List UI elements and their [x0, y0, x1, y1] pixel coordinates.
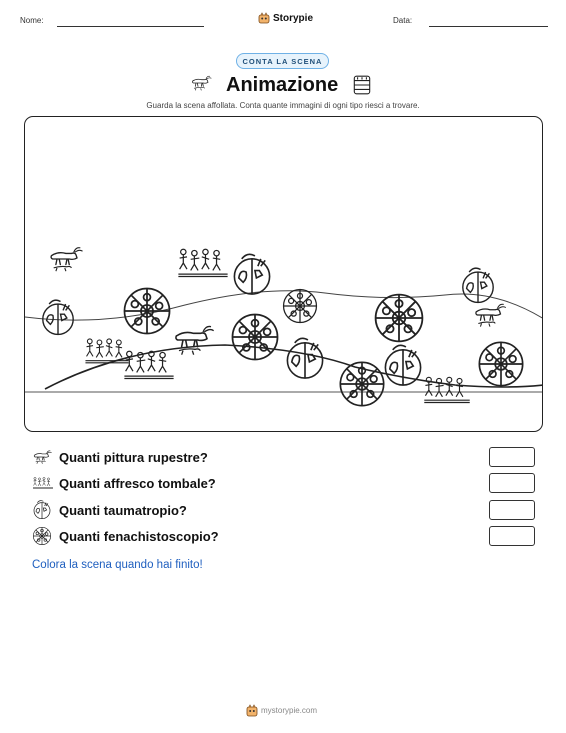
- film-canister-icon: [351, 74, 373, 96]
- scene-phenakistoscope: [340, 362, 383, 405]
- footer-url[interactable]: mystorypie.com: [261, 706, 318, 715]
- worksheet-header: [0, 10, 566, 32]
- date-label: Data:: [393, 16, 413, 25]
- scene-tomb-fresco: [424, 377, 469, 402]
- scene-phenakistoscope: [284, 290, 317, 323]
- name-label: Nome:: [20, 16, 44, 25]
- question-text: Quanti taumatropio?: [59, 503, 187, 518]
- brand-name: Storypie: [273, 12, 314, 24]
- storypie-logo-icon: [258, 12, 270, 24]
- cave-painting-icon: [32, 447, 54, 467]
- answer-box[interactable]: [489, 500, 535, 520]
- scene-cave-painting: [176, 326, 214, 354]
- date-field[interactable]: [429, 26, 548, 27]
- thaumatrope-icon: [32, 500, 52, 520]
- storypie-logo-icon: [246, 703, 258, 717]
- scene-phenakistoscope: [232, 314, 277, 359]
- scene-cave-painting: [476, 304, 506, 326]
- tomb-fresco-icon: [32, 473, 54, 493]
- scene-thaumatrope: [234, 254, 269, 294]
- title-row: [0, 74, 566, 98]
- counting-scene: [24, 116, 543, 432]
- scene-thaumatrope: [43, 300, 73, 334]
- answer-box[interactable]: [489, 473, 535, 493]
- scene-phenakistoscope: [376, 295, 423, 342]
- page-footer: [0, 703, 566, 717]
- scene-drawing: [25, 117, 543, 432]
- answer-box[interactable]: [489, 526, 535, 546]
- page-title: Animazione: [226, 74, 339, 96]
- question-text: Quanti pittura rupestre?: [59, 450, 208, 465]
- scene-phenakistoscope: [479, 342, 522, 385]
- scene-phenakistoscope: [124, 288, 169, 333]
- scene-thaumatrope: [287, 338, 322, 378]
- cave-painting-icon: [190, 74, 214, 92]
- activity-badge: CONTA LA SCENA: [236, 53, 329, 69]
- coloring-note: Colora la scena quando hai finito!: [32, 559, 203, 571]
- question-row: [32, 473, 535, 495]
- phenakistoscope-icon: [32, 526, 52, 546]
- question-row: [32, 526, 535, 548]
- name-field[interactable]: [57, 26, 204, 27]
- instructions: Guarda la scena affollata. Conta quante immagini di ogni tipo riesci a trovare.: [146, 101, 420, 110]
- question-row: [32, 447, 535, 469]
- scene-thaumatrope: [385, 345, 420, 385]
- brand: [258, 10, 313, 26]
- scene-tomb-fresco: [124, 351, 173, 378]
- question-row: [32, 500, 535, 522]
- scene-cave-painting: [51, 248, 82, 272]
- answer-box[interactable]: [489, 447, 535, 467]
- question-text: Quanti affresco tombale?: [59, 476, 216, 491]
- question-text: Quanti fenachistoscopio?: [59, 529, 219, 544]
- scene-thaumatrope: [463, 268, 493, 302]
- scene-tomb-fresco: [178, 249, 227, 276]
